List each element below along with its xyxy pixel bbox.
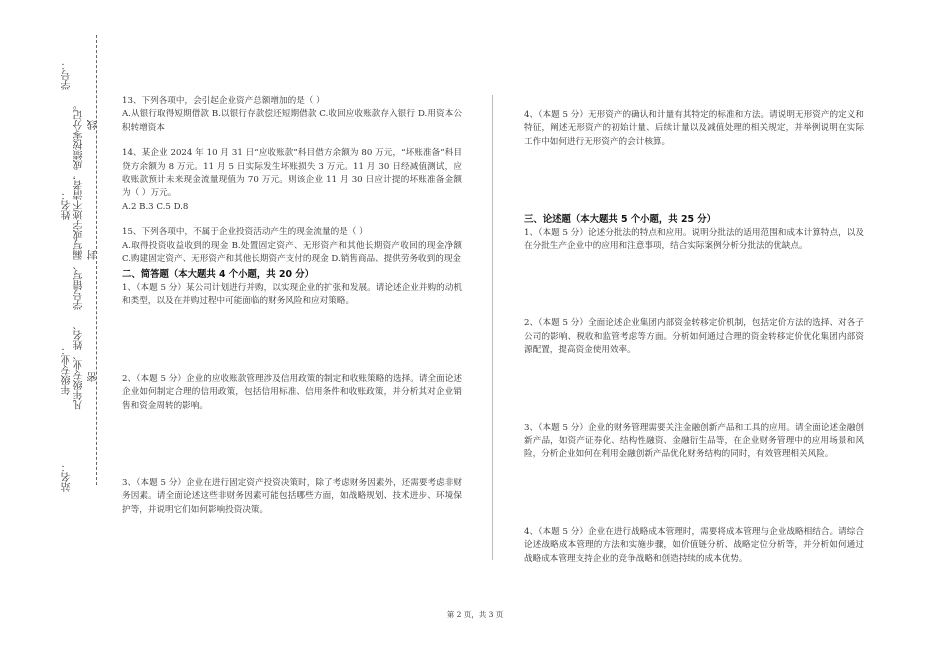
station-name-label: 站名：: [62, 462, 73, 492]
essay-1: 1、（本题 5 分）论述分批法的特点和应用。说明分批法的适用范围和成本计算特点，以及在分批生产企业中的应用和注意事项，结合实际案例分析分批法的优缺点。: [524, 227, 864, 252]
short-answer-1: 1、（本题 5 分）某公司计划进行并购，以实现企业的扩张和发展。请论述企业并购的动机和类型，以及在并购过程中可能面临的财务风险和应对策略。: [122, 282, 462, 307]
question-13-options: A.从银行取得短期借款 B.以银行存款偿还短期借款 C.收回应收账款存入银行 D.用资本公积转增资本: [122, 109, 462, 133]
cut-line-label-feng: 封: [88, 250, 99, 260]
left-column: [122, 95, 462, 517]
page-footer: 第 2 页，共 3 页: [446, 610, 504, 619]
binding-margin: [0, 0, 110, 672]
short-answer-3: 3、（本题 5 分）企业在进行固定资产投资决策时，除了考虑财务因素外，还需要考虑非财务因素。请全面论述这些非财务因素可能包括哪些方面，如战略规划、技术进步、环境保护等，并说明它们如何影响投资决策。: [122, 477, 462, 515]
question-15: 15、下列各项中，不属于企业投资活动产生的现金流量的是（ ）: [122, 227, 368, 238]
question-13: 13、下列各项中，会引起企业资产总额增加的是（ ）: [122, 96, 325, 106]
essay-4: 4、（本题 5 分）企业在进行战略成本管理时，需要将成本管理与企业战略相结合。请综合论述战略成本管理的方法和实施步骤，如价值链分析、战略定位分析等，并分析如何通过战略成本管理支持企业的竞争战略和创造持续的成本优势。: [524, 526, 864, 564]
binding-dashed-line: [96, 35, 97, 485]
section-3-heading: 三、论述题（本大题共 5 个小题，共 25 分）: [524, 214, 717, 226]
question-14-options: A.2 B.3 C.5 D.8: [122, 201, 189, 212]
cut-line-label-xian: 线: [88, 120, 99, 130]
student-id-label: 学号：: [62, 60, 73, 90]
section-2-heading: 二、简答题（本大题共 4 个小题，共 20 分）: [122, 269, 315, 281]
binding-fields-note: 凡年级专业、姓名、: [74, 320, 85, 410]
binding-warning: 学号错写、漏写或字迹不清者，成绩按零分记。: [74, 100, 85, 310]
question-14: 14、某企业 2024 年 10 月 31 日“应收账款”科目借方余额为 80 万元，“坏账准备”科目贷方余额为 8 万元。11 月 5 日实际发生坏账损失 3 万元。11 月 30 日经减值测试，应收账款预计未来现金流量现值为 70 万元。则该企业 11 月 30 日应计提的坏账准备金额为（ ）万元。: [122, 148, 462, 199]
cut-line-label-mi: 密: [88, 372, 99, 382]
name-label: 姓名：: [62, 190, 73, 220]
grade-major-label: 年级专业：: [62, 345, 73, 395]
right-column: [524, 95, 864, 566]
essay-2: 2、（本题 5 分）全面论述企业集团内部资金转移定价机制，包括定价方法的选择、对各子公司的影响、税收和监管考虑等方面。分析如何通过合理的资金转移定价优化集团内部资源配置，提高资金使用效率。: [524, 318, 864, 356]
column-divider: [492, 95, 493, 560]
essay-3: 3、（本题 5 分）企业的财务管理需要关注金融创新产品和工具的应用。请全面论述金融创新产品，如资产证券化、结构性融资、金融衍生品等，在企业财务管理中的应用场景和风险，分析企业如何在利用金融创新产品优化财务结构的同时，有效管理相关风险。: [524, 422, 864, 460]
question-15-options: A.取得投资收益收到的现金 B.处置固定资产、无形资产和其他长期资产收回的现金净额 C.购建固定资产、无形资产和其他长期资产支付的现金 D.销售商品、提供劳务收到的现金: [122, 240, 462, 265]
short-answer-4: 4、（本题 5 分）无形资产的确认和计量有其特定的标准和方法。请说明无形资产的定义和特征，阐述无形资产的初始计量、后续计量以及减值处理的相关规定，并举例说明在实际工作中如何进行无形资产的会计核算。: [524, 110, 864, 147]
short-answer-2: 2、（本题 5 分）企业的应收账款管理涉及信用政策的制定和收账策略的选择。请全面论述企业如何制定合理的信用政策，包括信用标准、信用条件和收账政策，并分析其对企业销售和资金周转的影响。: [122, 373, 462, 411]
